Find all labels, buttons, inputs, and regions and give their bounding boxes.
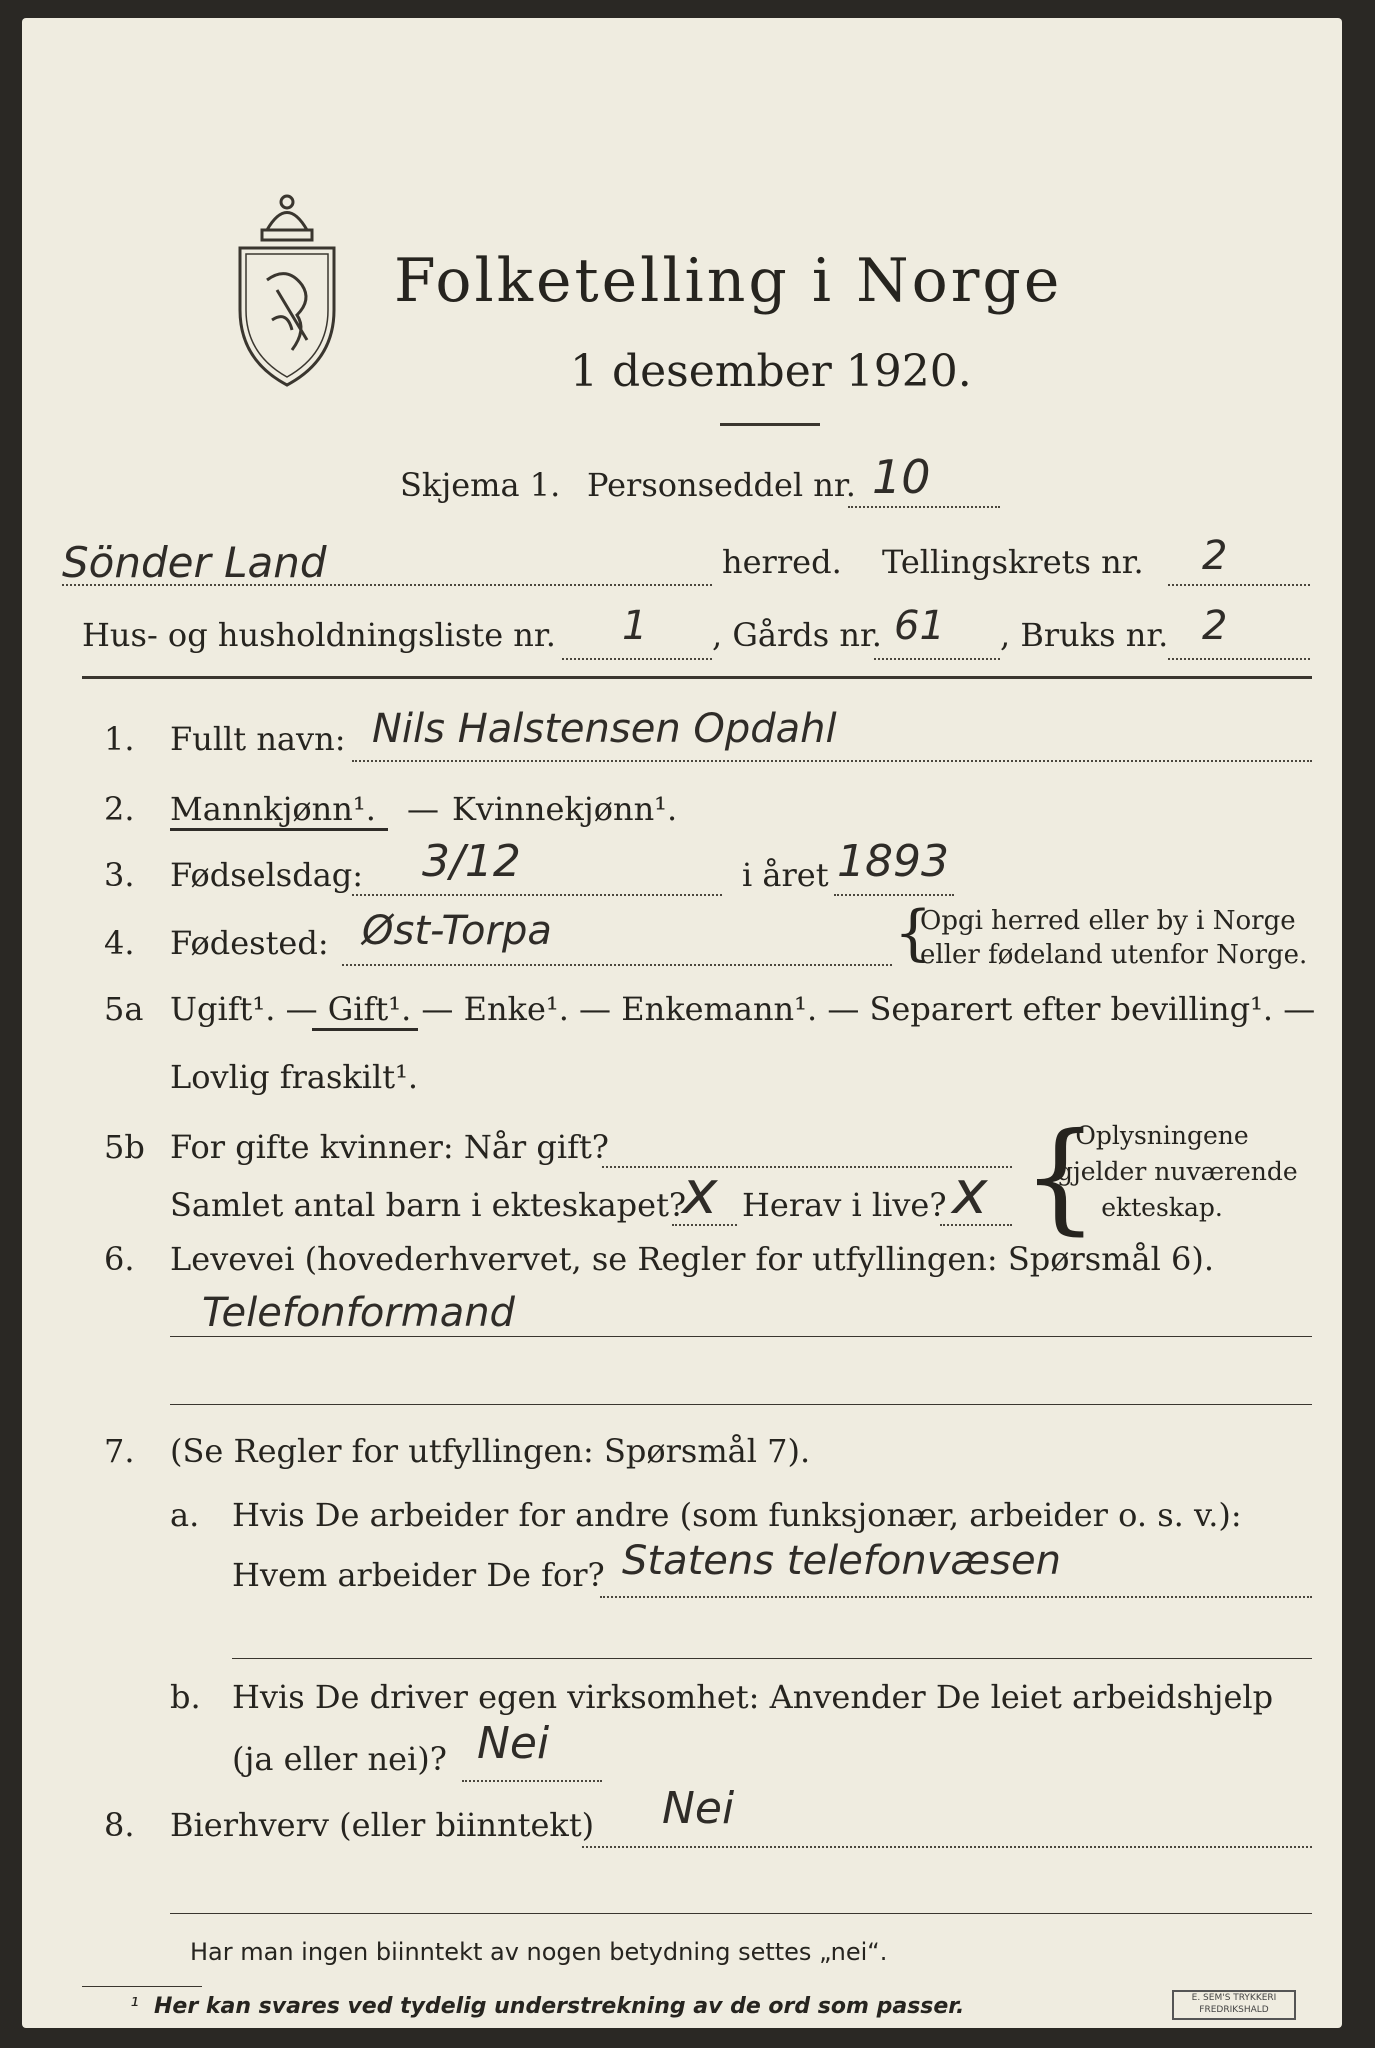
q6-label: Levevei (hovederhvervet, se Regler for utfyllingen: Spørsmål 6). [170, 1240, 1215, 1278]
q4-note-line1: Opgi herred eller by i Norge [920, 906, 1296, 936]
q2-number: 2. [104, 790, 135, 828]
herred-label: herred. [722, 543, 842, 581]
occupation-value[interactable]: Telefonformand [202, 1290, 515, 1336]
male-underline [170, 828, 388, 831]
printer-stamp: E. SEM'S TRYKKERI FREDRIKSHALD [1172, 1990, 1296, 2020]
children-alive-value[interactable]: x [952, 1158, 988, 1228]
header-divider [82, 676, 1312, 679]
personseddel-label: Personseddel nr. [587, 466, 856, 504]
q7b-line1: Hvis De driver egen virksomhet: Anvender De leiet arbeidshjelp [232, 1678, 1274, 1716]
birth-year-value[interactable]: 1893 [837, 836, 949, 887]
herred-value[interactable]: Sönder Land [62, 538, 327, 587]
q7a-line1: Hvis De arbeider for andre (som funksjonær, arbeider o. s. v.): [232, 1496, 1242, 1534]
full-name-value[interactable]: Nils Halstensen Opdahl [372, 706, 837, 752]
q7-label: (Se Regler for utfyllingen: Spørsmål 7). [170, 1432, 811, 1470]
hired-help-value[interactable]: Nei [477, 1718, 550, 1769]
bruks-label: , Bruks nr. [1000, 616, 1169, 654]
q5b-note-line1: Oplysningene [1075, 1121, 1249, 1150]
side-income-value[interactable]: Nei [662, 1783, 735, 1834]
q4-label: Fødested: [170, 924, 329, 962]
q2-separator: — [407, 790, 439, 828]
q6-number: 6. [104, 1240, 135, 1278]
q3-number: 3. [104, 856, 135, 894]
skjema-label: Skjema 1. [400, 466, 561, 504]
female-option[interactable]: Kvinnekjønn¹. [452, 790, 678, 828]
personseddel-value[interactable]: 10 [872, 450, 931, 504]
census-form-page [22, 18, 1342, 2028]
q7a-number: a. [170, 1496, 200, 1534]
census-date: 1 desember 1920. [570, 346, 972, 397]
divorced-option[interactable]: Lovlig fraskilt¹. [170, 1058, 419, 1096]
form-title: Folketelling i Norge [394, 246, 1063, 316]
q5b-children-label: Samlet antal barn i ekteskapet? [170, 1186, 687, 1224]
birthplace-value[interactable]: Øst-Torpa [362, 908, 552, 954]
q7b-number: b. [170, 1678, 201, 1716]
q5a-number: 5a [104, 990, 144, 1028]
q1-number: 1. [104, 720, 135, 758]
husholdningsliste-value[interactable]: 1 [622, 603, 648, 649]
q5b-note-line2: gjelder nuværende [1057, 1157, 1298, 1186]
norway-coat-of-arms-icon [232, 190, 342, 390]
year-label: i året [742, 856, 829, 894]
q5b-note-line3: ekteskap. [1101, 1193, 1223, 1222]
male-option[interactable]: Mannkjønn¹. [170, 790, 376, 828]
q4-note-line2: eller fødeland utenfor Norge. [920, 940, 1308, 970]
q4-brace: { [894, 898, 933, 968]
q7a-line2: Hvem arbeider De for? [232, 1556, 605, 1594]
footnote-mark: ¹ [130, 1994, 139, 2019]
husholdningsliste-label: Hus- og husholdningsliste nr. [82, 616, 556, 654]
birthdate-value[interactable]: 3/12 [422, 836, 521, 887]
tellingskrets-label: Tellingskrets nr. [882, 543, 1144, 581]
tellingskrets-value[interactable]: 2 [1202, 533, 1228, 579]
q1-label: Fullt navn: [170, 720, 346, 758]
title-divider [720, 423, 820, 426]
q8-number: 8. [104, 1806, 135, 1844]
gards-value[interactable]: 61 [894, 603, 945, 649]
gards-label: , Gårds nr. [712, 616, 882, 654]
gift-underline [312, 1028, 418, 1031]
children-count-value[interactable]: x [682, 1158, 718, 1228]
footnote-text: Her kan svares ved tydelig understrekning av de ord som passer. [154, 1994, 965, 2019]
marital-status-options[interactable]: Ugift¹. — Gift¹. — Enke¹. — Enkemann¹. — Separert efter bevilling¹. — [170, 990, 1316, 1028]
q5b-number: 5b [104, 1128, 145, 1166]
employer-value[interactable]: Statens telefonvæsen [622, 1538, 1061, 1584]
q5b-line1: For gifte kvinner: Når gift? [170, 1128, 609, 1166]
q4-number: 4. [104, 924, 135, 962]
q5b-alive-label: Herav i live? [742, 1186, 947, 1224]
side-income-note: Har man ingen biinntekt av nogen betydning settes „nei“. [190, 1938, 888, 1966]
q3-label: Fødselsdag: [170, 856, 364, 894]
q7b-line2: (ja eller nei)? [232, 1740, 447, 1778]
q7-number: 7. [104, 1432, 135, 1470]
bruks-value[interactable]: 2 [1202, 603, 1228, 649]
q8-label: Bierhverv (eller biinntekt) [170, 1806, 595, 1844]
q5b-brace: { [1022, 1108, 1099, 1247]
